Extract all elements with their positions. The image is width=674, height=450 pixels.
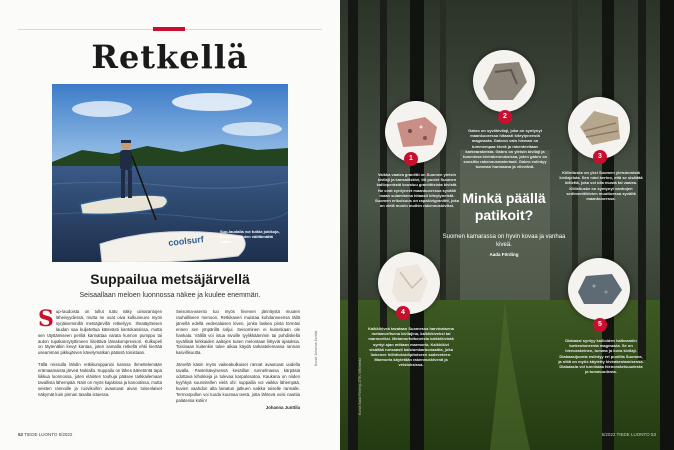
section-title: Retkellä (91, 38, 249, 76)
body-text-2: Seisoma-asento tuo myös hivenen jännitystä muuten rauhalliseen menoon. Retkikaveri muistaa kohdanneensa tällä järvellä edellä vedenalaisen kiven, jonka laskea pinta törmäsi ennen sen ympärillä soljui. Seisominen ei kuitenkaan ole hankala. Välillä voi istua sivuille tyylikkäämmin tai pohdiskella syvällisiä kirkkaiden aaltojen kuten melontaan liittyviä ajatuksia. Toisinaan kuitenkin tulee aikaa käydä tarkastelemassa rannan kasvillisuutta. Järvellä käsin myös vaikeakulkuiset rannat avautuvat uudella tavalla. Pastelsävyisessä kesäillan tunnelmassa kärpäsiä odottava kihokkeja ja tulevaa karpalosatoa. Kaukana on niiden kyyhkyä suunnitellen vielä ohi: suppailla voi vaikka lähempää, kuvien vaahdon alta lainatun jatkuen vaikka toiselle rannalle. Termospullon voi tuoda kuumaa teetä, jotta lähtevä voisi nauttia palatessa kotiin! (176, 309, 300, 403)
rock-gabbro (473, 50, 535, 112)
rock-diabase (568, 258, 630, 320)
footer-left (18, 432, 72, 437)
marble-icon (378, 252, 440, 314)
diabase-icon (568, 258, 630, 320)
rock-text-1: Vaikka vaalea graniitti on Suomen yleisin kivilaji ja kansalliskivi, tiit puolet Suomen kallioperästä koostuu graniittisista kivistä. Ne ovat syntyneet maankuoressa syvällä maan sulamisena hitaasti kiteytyneistä. Suomen erikoisuus on rapakivigraniitti, joka on vielä monin muihin rakennuskiviksi. (374, 172, 460, 209)
sup-photo (52, 84, 288, 262)
right-author: Aada Förding (489, 252, 519, 257)
footer-right: 5/2022 TIEDE LUONTO 53 (601, 432, 656, 437)
footer-magazine: TIEDE LUONTO (24, 432, 58, 437)
board-brand: coolsurf (167, 234, 205, 248)
right-title: Minkä päällä patikoit? (462, 190, 546, 223)
rock-text-4: Kalkkikiveä tavataan Suomessa harvinaisena metamorfisena kivilajina, kalkkikiveksi tai marmoriksi. Metamorfoituneista kalkkikivistä syntyi ajan mittaan marmoria. Kalkkikivi sisältää runsaasti kalsiumkarbonaattia, joka liukenee hiilidioksidipitoiseen sadeveteen. Marmoria käytetään rakennuskivenä ja veistoksissa. (368, 326, 454, 368)
right-page (340, 0, 674, 450)
body-column-2 (176, 309, 300, 410)
rock-marble (378, 252, 440, 314)
rock-number-1: 1 (404, 152, 418, 166)
gabbro-icon (473, 50, 535, 112)
right-subtitle: Suomen kamarassa on hyvin kovaa ja vanhaa kiveä. (442, 234, 566, 248)
body-text-1: up-laudoista on tullut tuttu näky uimarantojen läheisyydessä, mutta ne ovat oiva kulkuneuvo myös syrjäisemmillä metsäjärvillä retkeilyyn. Ilmatäytteisen laudan saa kuljetettua kätevästi kantokassissa, mutta sen täyttämiseen periliä kannattaa varata kunnon pumppu tai auton tupakansytyttimeen liitettävä lämakompressori. Kulkupeli on täytenäkin kevyt kantaa, joten samalla retkellä ehtii kiertää useamman pikkujärven kävelymatkan päässä toisistaan. Tällä reissulla lähdin retkikumppanini kanssa ihmettelemään erämaamaista järveä Nokialla. Suppailu on lähes äänetöntä tapa liikkua luonnossa, joten eläinten touhuja pääsee tarkkailemaan tavallista lähempää. Näin on myös kajakissa ja kanootissa, mutta seisten rannoille ja ruovikoihin avautuvat aivan toisenlaiset näkymät kuin pinnan tasalta istuessa. (38, 309, 162, 397)
footer-issue: 5/2022 (58, 432, 73, 437)
photo-caption: Sup-laudalla voi tutkia jokikoja, joihin ei muuten välttämättä pääse. (220, 229, 280, 244)
article-headline: Suppailua metsäjärvellä (90, 271, 250, 287)
rock-text-3: Kiilleliuske on yksi Suomen yleisimmistä kivilajeista. Sen nimi kertoo, että se sisältää kiillettä, joka voi olla musta tai vaalea. Kiilleliuske on syntynyt vanhojen sedimenttikivien muuttuessa syvällä maankuoressa. (559, 170, 643, 202)
dropcap: S (38, 306, 54, 332)
rock-text-5: Diabaasi syntyy kallioiden halkeamiin tunkeutuneesta magmasta. Se on hienorakeinen, tumma ja kova kivilaji. Diabaasijuonia esiintyy eri puolilla Suomea, ja niitä on myös käytetty kivirakentamisessa. Diabaasia voi tunnistaa hienorakeisuudesta ja tummuudesta. (558, 338, 644, 375)
body-column-1 (38, 306, 162, 398)
accent-bar (153, 27, 185, 31)
footer-page-number: 52 (18, 432, 24, 437)
photo-credit-right: Kuvat: Aada Förding, GTK, Wikimedia (358, 357, 362, 415)
rock-text-2: Gabro on syväkivilaji, joka on syntynyt maankuoressa hitaasti kiteytyneestä magmasta. Gabron vain hieman on tummempaa kiveä ja rakenteeltaan karkearakeista. Gabro on yleisin kivilaji ja tummissa kivirakennuksissa, joten gabro on suosittu rakennusmateriaali. Gabro esiintyy tumman harmaana ja vihreänä. (462, 128, 548, 170)
article-subhead: Seisaallaan meloen luonnossa näkee ja kuulee enemmän. (79, 292, 261, 299)
photo-credit-left: Kuvat: Johanna Junttila (314, 330, 318, 366)
rock-number-3: 3 (593, 150, 607, 164)
rock-number-4: 4 (396, 306, 410, 320)
rock-number-5: 5 (593, 318, 607, 332)
author-signature: Johanna Junttila (265, 404, 300, 410)
rock-number-2: 2 (498, 110, 512, 124)
